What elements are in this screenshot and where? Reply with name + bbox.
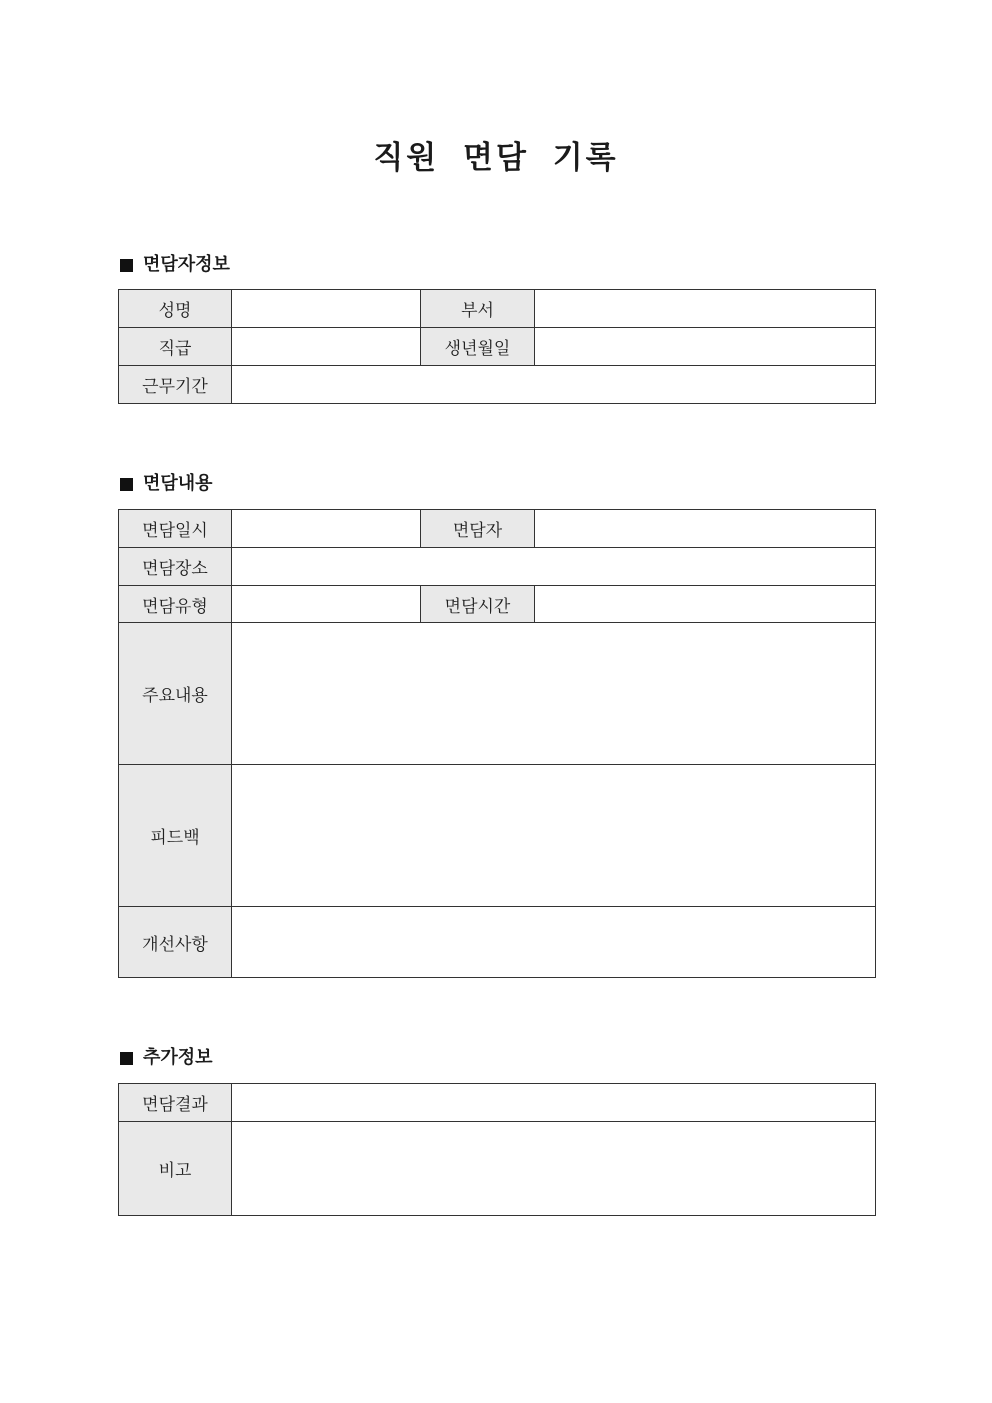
name-field[interactable] [232,290,421,328]
department-label: 부서 [421,290,535,328]
result-label: 면담결과 [119,1084,232,1122]
birthdate-label: 생년월일 [421,328,535,366]
main-content-field[interactable] [232,623,876,765]
remarks-field[interactable] [232,1122,876,1216]
interview-content-table [118,509,876,978]
section-title: 면담자정보 [143,254,230,275]
position-label: 직급 [119,328,232,366]
table-row [119,586,876,623]
feedback-field[interactable] [232,765,876,907]
remarks-label: 비고 [119,1122,232,1216]
table-row [119,907,876,978]
type-label: 면담유형 [119,586,232,623]
tenure-field[interactable] [232,366,876,404]
section-heading-additional [120,1047,213,1069]
datetime-field[interactable] [232,510,421,548]
section-title: 면담내용 [143,473,213,494]
table-row [119,510,876,548]
table-row [119,1084,876,1122]
table-row [119,548,876,586]
birthdate-field[interactable] [535,328,876,366]
result-field[interactable] [232,1084,876,1122]
improvements-field[interactable] [232,907,876,978]
location-label: 면담장소 [119,548,232,586]
datetime-label: 면담일시 [119,510,232,548]
section-heading-content [120,473,213,495]
location-field[interactable] [232,548,876,586]
table-row [119,1122,876,1216]
tenure-label: 근무기간 [119,366,232,404]
position-field[interactable] [232,328,421,366]
improvements-label: 개선사항 [119,907,232,978]
interviewer-label: 면담자 [421,510,535,548]
square-bullet-icon [120,1052,133,1065]
additional-info-table [118,1083,876,1216]
section-heading-interviewee [120,254,230,276]
duration-field[interactable] [535,586,876,623]
department-field[interactable] [535,290,876,328]
name-label: 성명 [119,290,232,328]
duration-label: 면담시간 [421,586,535,623]
table-row [119,623,876,765]
document-title: 직원 면담 기록 [373,140,619,176]
square-bullet-icon [120,259,133,272]
interviewer-field[interactable] [535,510,876,548]
table-row [119,290,876,328]
interviewee-info-table [118,289,876,404]
type-field[interactable] [232,586,421,623]
square-bullet-icon [120,478,133,491]
main-content-label: 주요내용 [119,623,232,765]
table-row [119,765,876,907]
feedback-label: 피드백 [119,765,232,907]
section-title: 추가정보 [143,1047,213,1068]
table-row [119,328,876,366]
table-row [119,366,876,404]
